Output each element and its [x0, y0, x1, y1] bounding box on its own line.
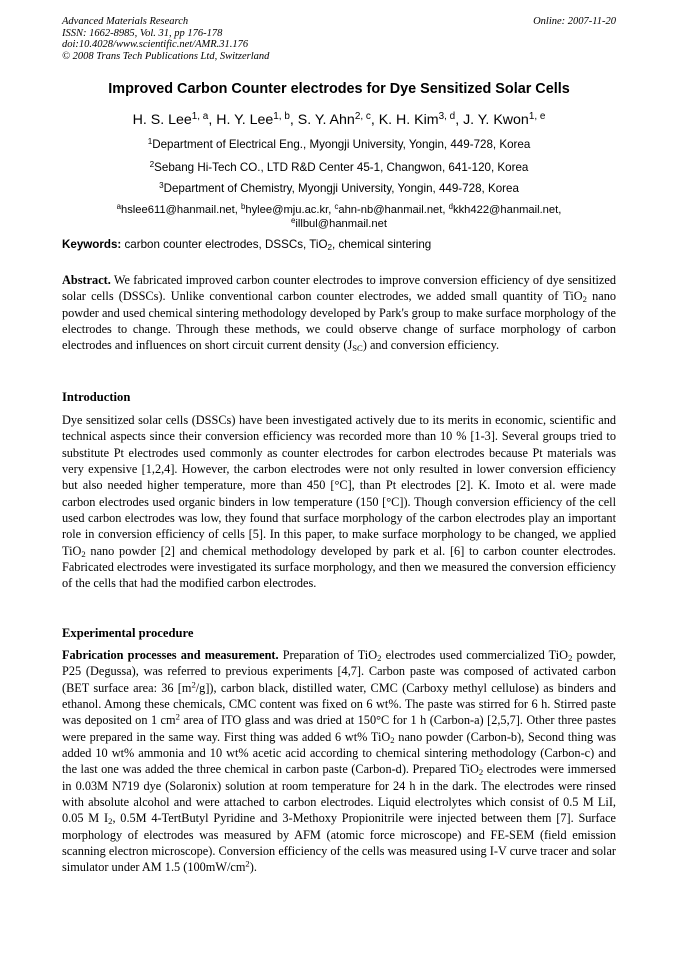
author-affil-mark: 1, e — [528, 111, 546, 123]
issn-line: ISSN: 1662-8985, Vol. 31, pp 176-178 — [62, 27, 223, 39]
journal-name: Advanced Materials Research — [62, 16, 189, 27]
keywords-label: Keywords: — [62, 238, 122, 251]
email-link[interactable]: ahn-nb@hanmail.net — [338, 204, 443, 216]
paper-title: Improved Carbon Counter electrodes for Dye Sensitized Solar Cells — [108, 81, 570, 97]
doi-line: doi:10.4028/www.scientific.net/AMR.31.176 — [62, 39, 249, 51]
introduction-paragraph: Dye sensitized solar cells (DSSCs) have been investigated actively due to its merits in economic, scientific and technical aspects since their conversion efficiency was recorded more than 10 % [1-3]. Several groups tried to substitute Pt electrodes used commonly as counter electrodes for carbon electrodes because Pt materials was very expensive [1,2,4]. However, the carbon electrodes were not only resulted in lower conversion efficiency but also needed higher temperature, more than 450 [°C], than Pt electrodes [2]. K. Imoto et al. were made carbon electrodes used organic binders in low temperature (150 [°C]). Though conversion efficiency of the cell used carbon electrodes was low, they found that surface morphology of the carbon electrodes play an important role in conversion efficiency of cells [5]. In this paper, to make surface morphology to be changed, we applied TiO$_2$ nano powder [2] and chemical methodology developed by park et al. [6] to carbon counter electrodes. Fabricated electrodes were investigated its surface morphology, and then we measured the conversion efficiency of the cells that had the modified carbon electrodes. — [62, 413, 616, 591]
affiliation-1: $^1$Department of Electrical Eng., Myongji University, Yongin, 449-728, Korea — [147, 136, 531, 151]
keywords-line: Keywords: carbon counter electrodes, DSSCs, TiO$_2$, chemical sintering — [62, 238, 432, 253]
author-emails: $^a$hslee611@hanmail.net, $^b$hylee@mju.ac.kr, $^c$ahn-nb@hanmail.net, $^d$kkh422@hanmail.net, $^e$illbul@hanmail.net — [116, 202, 562, 230]
author-name: S. Y. Ahn — [297, 112, 355, 128]
section-heading-experimental: Experimental procedure — [62, 626, 194, 640]
author-affil-mark: 3, d — [438, 111, 456, 123]
author-name: J. Y. Kwon — [463, 112, 529, 128]
author-name: K. H. Kim — [378, 112, 439, 128]
email-link[interactable]: kkh422@hanmail.net — [452, 204, 559, 216]
author-affil-mark: 2, c — [354, 111, 371, 123]
affiliation-2: $^2$Sebang Hi-Tech CO., LTD R&D Center 45-1, Changwon, 641-120, Korea — [149, 159, 529, 174]
email-link[interactable]: illbul@hanmail.net — [295, 217, 387, 230]
author-affil-mark: 1, b — [273, 111, 290, 123]
section-heading-introduction: Introduction — [62, 390, 131, 404]
affiliation-3: $^3$Department of Chemistry, Myongji University, Yongin, 449-728, Korea — [159, 180, 519, 195]
copyright-line: © 2008 Trans Tech Publications Ltd, Switzerland — [62, 50, 270, 62]
online-date: Online: 2007-11-20 — [533, 16, 616, 27]
journal-header — [62, 16, 269, 62]
author-list: H. S. Lee$^{1, a}$, H. Y. Lee$^{1, b}$, S. Y. Ahn$^{2, c}$, K. H. Kim$^{3, d}$, J. Y. Kwon$^{1, e}$ — [132, 111, 546, 128]
email-link[interactable]: hylee@mju.ac.kr — [245, 204, 329, 216]
abstract-paragraph: Abstract. We fabricated improved carbon counter electrodes to improve conversion efficiency of dye sensitized solar cells (DSSCs). Unlike conventional carbon counter electrodes, we added small quantity of TiO$_2$ nano powder and used chemical sintering methodology developed by Park's group to make surface morphology of the electrodes to change. Through these methods, we could observe change of surface morphology of carbon electrodes and influences on short circuit current density $(J_{SC})$ and conversion efficiency. — [62, 273, 617, 354]
email-link[interactable]: hslee611@hanmail.net — [120, 204, 235, 216]
author-name: H. Y. Lee — [216, 112, 274, 128]
experimental-paragraph: Fabrication processes and measurement. Preparation of TiO$_2$ electrodes used commercialized TiO$_2$ powder, P25 (Degussa), was referred to previous experiments [4,7]. Carbon paste was composed of activated carbon (BET surface area: 36 $[m^2/g]$), carbon black, distilled water, CMC (Carboxy methyl cellulose) as binders and ethanol. Among these chemicals, CMC content was fixed on 6 wt%. The paste was stirred for 6 h. Stirred paste was deposited on 1 $cm^2$ area of ITO glass and was dried at 150°C for 1 h (Carbon-a) [2,5,7]. Other three pastes were prepared in the same way. First thing was added 6 wt% TiO$_2$ nano powder (Carbon-b), Second thing was added 10 wt% ammonia and 10 wt% acetic acid according to chemical sintering methodology (Carbon-c) and the last one was added the three chemical in carbon paste (Carbon-d). Prepared TiO$_2$ electrodes were immersed in 0.03M N719 dye (Solaronix) solution at room temperature for 24 h in the dark. The electrodes were rinsed with absolute alcohol and were attached to carbon electrodes. Liquid electrolytes which consist of 0.5 M LiI, 0.05 M $I_2$, 0.5M 4-TertButyl Pyridine and 3-Methoxy Propionitrile were injected between them [7]. Surface morphology of electrodes was measured by AFM (atomic force microscope) and FE-SEM (field emission scanning electron microscope). Conversion efficiency of the cells was measured using I-V curve tracer and solar simulator under AM 1.5 $(100mW/cm^2)$. — [62, 648, 616, 875]
author-affil-mark: 1, a — [191, 111, 209, 123]
abstract-label: Abstract. — [62, 273, 111, 287]
author-name: H. S. Lee — [132, 112, 192, 128]
subsection-label: Fabrication processes and measurement. — [62, 648, 279, 662]
